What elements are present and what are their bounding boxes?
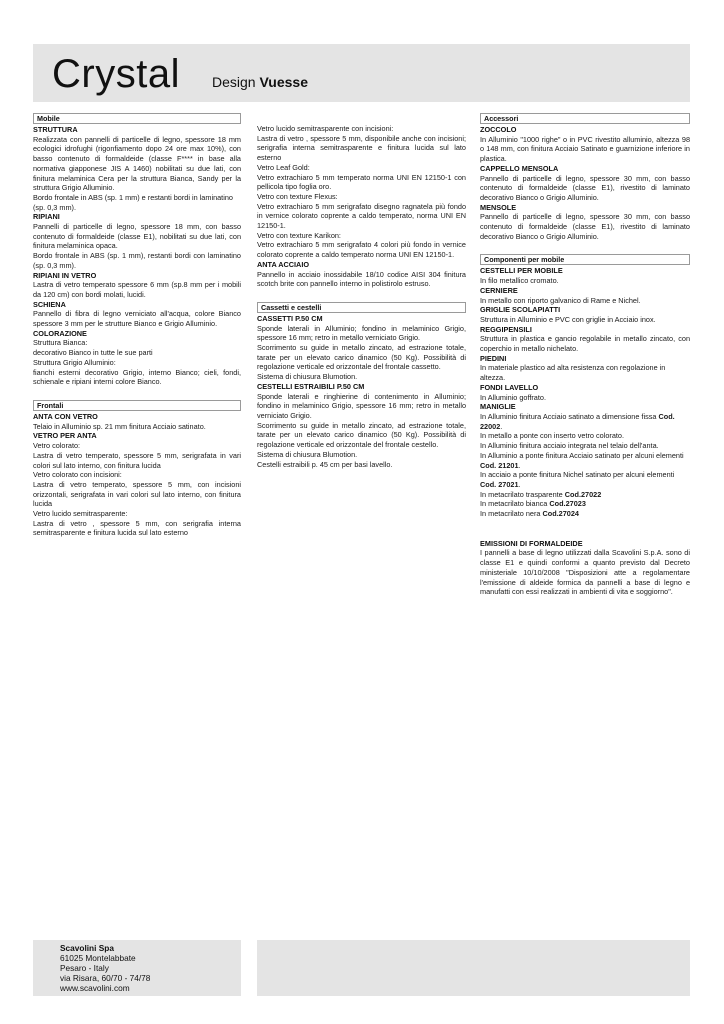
designer-credit bbox=[212, 74, 308, 90]
text-maniglie-6: In metacrilato trasparente Cod.27022 bbox=[480, 489, 602, 499]
text-fondi-lavello: In Alluminio goffrato. bbox=[480, 392, 546, 402]
text-ripiani-vetro: Lastra di vetro temperato spessore 6 mm (sp.8 mm per i mobili da 120 cm) con bordi molati, lucidi. bbox=[33, 280, 241, 299]
column-right bbox=[480, 113, 690, 597]
text-vetro-anta-1: Vetro colorato: bbox=[33, 441, 81, 451]
text-vetro-anta-5: Vetro lucido semitrasparente: bbox=[33, 509, 128, 519]
text-cestelli-1: Sponde laterali e ringhierine di contenimento in Alluminio; fondino in melaminico Grigio, spessore 16 mm; retro in metallo verniciato Grigio. bbox=[257, 391, 466, 420]
text-zoccolo: In Alluminio "1000 righe" o in PVC rivestito alluminio, altezza 98 o 148 mm, con finitura Acciaio Satinato e guarnizione inferiore in plastica. bbox=[480, 134, 690, 164]
text-piedini: In materiale plastico ad alta resistenza con regolazione in altezza. bbox=[480, 363, 666, 383]
text-colorazione-3: Struttura Grigio Alluminio: bbox=[33, 357, 116, 367]
text-maniglie-1: In Alluminio finitura Acciaio satinato a dimensione fissa Cod. 22002. bbox=[480, 411, 675, 431]
text-reggipensili: Struttura in plastica e gancio regolabile in metallo zincato, con coperchio in metallo nichelato. bbox=[480, 334, 690, 354]
code-27022: Cod.27022 bbox=[564, 489, 602, 499]
text-cappello-mensola: Pannello di particelle di legno, spessore 30 mm, con basso contenuto di formaldeide (classe E1), rivestito di laminato decorativo Bianco o Grigio Alluminio. bbox=[480, 173, 690, 202]
text-cassetti-p50-1: Sponde laterali in Alluminio; fondino in melaminico Grigio, spessore 16 mm; retro in metallo verniciato Grigio. bbox=[257, 323, 466, 343]
text-colorazione-4: fianchi esterni decorativo Grigio, interno Bianco; cieli, fondi, schienale e ripiani interni colore Bianco. bbox=[33, 367, 241, 387]
section-title-mobile: Mobile bbox=[33, 113, 241, 124]
column-middle bbox=[257, 124, 466, 469]
heading-ripiani: RIPIANI bbox=[33, 212, 60, 222]
text-cassetti-p50-2: Scorrimento su guide in metallo zincato, ad estrazione totale, tarate per un elevato carico dinamico (50 Kg). Possibilità di regolazione verticale ed orizzontale del frontale cassetto. bbox=[257, 343, 466, 372]
text-vetro-anta-4: Lastra di vetro temperato, spessore 5 mm, con incisioni orizzontali, serigrafata in vari colori sul lato interno, con finitura lucida bbox=[33, 479, 241, 509]
text-vetro-anta-6: Lastra di vetro , spessore 5 mm, con serigrafia interna semitrasparente e finitura lucida sul lato esterno bbox=[33, 518, 241, 538]
text-cassetti-p50-3: Sistema di chiusura Blumotion. bbox=[257, 372, 358, 382]
text-struttura: Realizzata con pannelli di particelle di legno, spessore 18 mm ecologici idrofughi (rigonfiamento dopo 24 ore max 10%), con basso contenuto di formaldeide (classe F**** in base alla normativa giapponese JIS A 1460) nobilitati su due lati, con finitura melaminica Cera per la struttura Bianca, Sandy per la struttura Grigio Alluminio. bbox=[33, 134, 241, 193]
footer-company-block bbox=[33, 940, 241, 996]
code-27024: Cod.27024 bbox=[542, 509, 579, 519]
text-vetro-7: Vetro con texture Karikon: bbox=[257, 230, 341, 240]
section-title-componenti: Componenti per mobile bbox=[480, 254, 690, 265]
heading-fondi-lavello: FONDI LAVELLO bbox=[480, 382, 539, 392]
text-vetro-8: Vetro extrachiaro 5 mm serigrafato 4 colori più fondo in vernice colorato coprente a caldo temperato norma UNI EN 12150-1. bbox=[257, 240, 466, 260]
text-maniglie-4: In Alluminio a ponte finitura Acciaio satinato per alcuni elementi Cod. 21201. bbox=[480, 450, 684, 470]
heading-zoccolo: ZOCCOLO bbox=[480, 125, 517, 134]
address-line-2: Pesaro - Italy bbox=[60, 963, 109, 973]
text-vetro-5: Vetro con texture Flexus: bbox=[257, 191, 338, 201]
text-anta-acciaio: Pannello in acciaio inossidabile 18/10 codice AISI 304 finitura scotch brite con pannello interno in polistirolo estruso. bbox=[257, 269, 466, 289]
designer-name: Vuesse bbox=[259, 74, 308, 90]
page-header bbox=[33, 44, 690, 102]
section-title-accessori: Accessori bbox=[480, 113, 690, 124]
address-line-3: via Risara, 60/70 - 74/78 bbox=[60, 973, 151, 983]
column-left bbox=[33, 113, 241, 538]
heading-vetro-per-anta: VETRO PER ANTA bbox=[33, 431, 97, 441]
text-colorazione-2: decorativo Bianco in tutte le sue parti bbox=[33, 348, 153, 358]
text-struttura-bordo: Bordo frontale in ABS (sp. 1 mm) e restanti bordi in laminatino (sp. 0,3 mm). bbox=[33, 192, 233, 212]
heading-colorazione: COLORAZIONE bbox=[33, 328, 87, 338]
product-title: Crystal bbox=[52, 52, 180, 96]
text-schiena: Pannello di fibra di legno verniciato all'acqua, colore Bianco spessore 3 mm per le strutture Bianco e Grigio Alluminio. bbox=[33, 309, 241, 329]
code-22002: Cod. 22002 bbox=[480, 411, 675, 431]
heading-piedini: PIEDINI bbox=[480, 353, 507, 363]
text-cestelli-2: Scorrimento su guide in metallo zincato, ad estrazione totale, tarate per un elevato carico dinamico (50 Kg). Possibilità di regolazione verticale ed orizzontale del frontale cestello. bbox=[257, 420, 466, 450]
text-maniglie-2: In metallo a ponte con inserto vetro colorato. bbox=[480, 431, 624, 441]
text-emissioni: I pannelli a base di legno utilizzati dalla Scavolini S.p.A. sono di classe E1 e quindi conformi a quanto previsto dal Decreto ministeriale 10/10/2008 "Disposizioni atte a regolamentare l'emissione di aldeide formica da pannelli a base di legno e manufatti con essi realizzati in ambienti di vita e soggiorno". bbox=[480, 548, 690, 597]
section-title-cassetti: Cassetti e cestelli bbox=[257, 302, 466, 313]
text-ripiani: Pannelli di particelle di legno, spessore 18 mm, con basso contenuto di formaldeide (classe E1), nobilitati su due lati, con finitura melaminica opaca. bbox=[33, 222, 241, 251]
address-line-1: 61025 Montelabbate bbox=[60, 953, 136, 963]
heading-ripiani-vetro: RIPIANI IN VETRO bbox=[33, 270, 97, 280]
text-maniglie-7: In metacrilato bianca Cod.27023 bbox=[480, 499, 586, 509]
heading-cassetti-p50: CASSETTI P.50 CM bbox=[257, 313, 323, 323]
footer-right-block bbox=[257, 940, 690, 996]
text-maniglie-3: In Alluminio finitura acciaio integrata nel telaio dell'anta. bbox=[480, 441, 659, 451]
section-title-frontali: Frontali bbox=[33, 400, 241, 411]
text-cestelli-4: Cestelli estraibili p. 45 cm per basi lavello. bbox=[257, 459, 393, 469]
design-label: Design bbox=[212, 74, 256, 90]
heading-cerniere: CERNIERE bbox=[480, 285, 518, 295]
text-vetro-6: Vetro extrachiaro 5 mm serigrafato disegno ragnatela più fondo in vernice colorato coprente a caldo temperato, norma UNI EN 12150-1. bbox=[257, 201, 466, 231]
heading-mensole: MENSOLE bbox=[480, 202, 517, 212]
text-vetro-4: Vetro extrachiaro 5 mm temperato norma UNI EN 12150-1 con pellicola tipo foglia oro. bbox=[257, 172, 466, 192]
text-ripiani-bordo: Bordo frontale in ABS (sp. 1 mm), restanti bordi con laminatino (sp. 0,3 mm). bbox=[33, 251, 241, 270]
text-vetro-2: Lastra di vetro , spessore 5 mm, disponibile anche con incisioni; serigrafia interna semitrasparente e finitura lucida sul lato esterno bbox=[257, 133, 466, 163]
text-anta-vetro: Telaio in Alluminio sp. 21 mm finitura Acciaio satinato. bbox=[33, 421, 206, 431]
text-cestelli-mobile: In filo metallico cromato. bbox=[480, 276, 559, 286]
text-colorazione-1: Struttura Bianca: bbox=[33, 338, 88, 348]
heading-schiena: SCHIENA bbox=[33, 299, 66, 309]
heading-maniglie: MANIGLIE bbox=[480, 402, 516, 412]
text-vetro-anta-2: Lastra di vetro temperato, spessore 5 mm, serigrafata in vari colori sul lato interno, con finitura lucida bbox=[33, 450, 241, 470]
text-cestelli-3: Sistema di chiusura Blumotion. bbox=[257, 449, 358, 459]
code-21201: Cod. 21201 bbox=[480, 460, 519, 470]
text-vetro-3: Vetro Leaf Gold: bbox=[257, 162, 310, 172]
heading-emissioni: EMISSIONI DI FORMALDEIDE bbox=[480, 538, 583, 548]
code-27023: Cod.27023 bbox=[549, 499, 586, 509]
text-maniglie-8: In metacrilato nera Cod.27024 bbox=[480, 509, 579, 519]
heading-griglie: GRIGLIE SCOLAPIATTI bbox=[480, 305, 561, 315]
heading-cappello-mensola: CAPPELLO MENSOLA bbox=[480, 163, 559, 173]
company-name: Scavolini Spa bbox=[60, 943, 114, 953]
heading-anta-vetro: ANTA CON VETRO bbox=[33, 411, 98, 421]
text-vetro-1: Vetro lucido semitrasparente con incisioni: bbox=[257, 124, 394, 133]
heading-struttura: STRUTTURA bbox=[33, 125, 78, 134]
text-maniglie-5: In acciaio a ponte finitura Nichel satinato per alcuni elementi Cod. 27021. bbox=[480, 470, 675, 489]
website-link[interactable]: www.scavolini.com bbox=[60, 983, 130, 993]
heading-anta-acciaio: ANTA ACCIAIO bbox=[257, 259, 310, 269]
code-27021: Cod. 27021 bbox=[480, 479, 519, 489]
text-cerniere: In metallo con riporto galvanico di Rame e Nichel. bbox=[480, 295, 641, 305]
text-griglie: Struttura in Alluminio e PVC con griglie in Acciaio inox. bbox=[480, 314, 656, 324]
heading-reggipensili: REGGIPENSILI bbox=[480, 324, 532, 334]
heading-cestelli-mobile: CESTELLI PER MOBILE bbox=[480, 266, 563, 276]
text-vetro-anta-3: Vetro colorato con incisioni: bbox=[33, 470, 122, 480]
text-mensole: Pannello di particelle di legno, spessore 30 mm, con basso contenuto di formaldeide (classe E1), rivestito di laminato decorativo Bianco o Grigio Alluminio. bbox=[480, 212, 690, 241]
heading-cestelli-estraibili: CESTELLI ESTRAIBILI P.50 CM bbox=[257, 381, 365, 391]
